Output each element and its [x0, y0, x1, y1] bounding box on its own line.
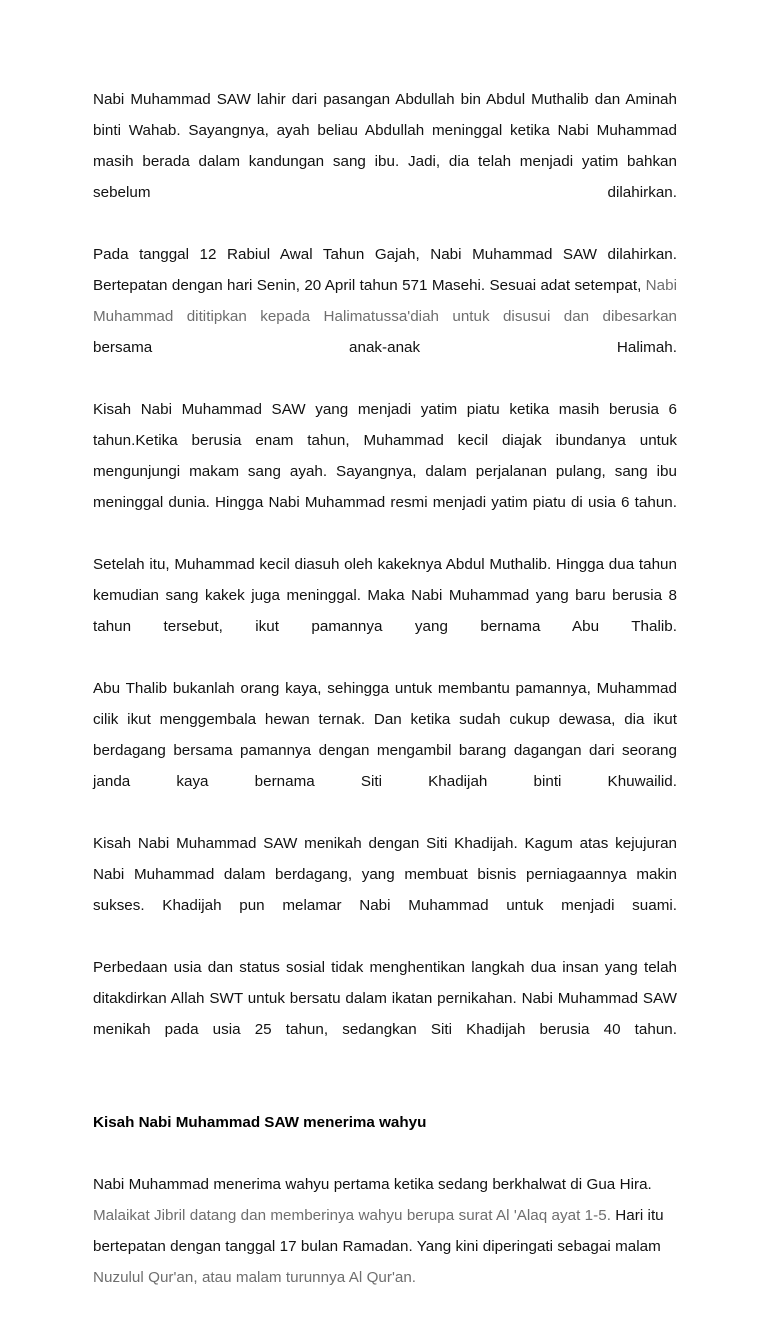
- paragraph-6: Kisah Nabi Muhammad SAW menikah dengan Siti Khadijah. Kagum atas kejujuran Nabi Muhammad dalam berdagang, yang membuat bisnis perniagaannya makin sukses. Khadijah pun melamar Nabi Muhammad untuk menjadi suami.: [93, 835, 677, 914]
- paragraph-1: Nabi Muhammad SAW lahir dari pasangan Abdullah bin Abdul Muthalib dan Aminah binti Wahab. Sayangnya, ayah beliau Abdullah meninggal ketika Nabi Muhammad masih berada dalam kandungan sang ibu. Jadi, dia telah menjadi yatim bahkan sebelum dilahirkan.: [93, 91, 677, 201]
- paragraph-8-run-1: Nabi Muhammad menerima wahyu pertama ketika sedang berkhalwat di Gua Hira.: [93, 1176, 652, 1193]
- paragraph-8-run-3: Hari itu bertepatan dengan tanggal 17 bulan Ramadan. Yang kini diperingati sebagai malam: [93, 1207, 664, 1255]
- paragraph-8: [93, 1169, 677, 1324]
- paragraph-2-run-1: Pada tanggal 12 Rabiul Awal Tahun Gajah, Nabi Muhammad SAW dilahirkan. Bertepatan dengan hari Senin, 20 April tahun 571 Masehi. Sesuai adat setempat,: [93, 246, 677, 294]
- paragraph-7: Perbedaan usia dan status sosial tidak menghentikan langkah dua insan yang telah ditakdirkan Allah SWT untuk bersatu dalam ikatan pernikahan. Nabi Muhammad SAW menikah pada usia 25 tahun, sedangkan Siti Khadijah berusia 40 tahun.: [93, 959, 677, 1038]
- paragraph-8-run-2-light: Malaikat Jibril datang dan memberinya wahyu berupa surat Al 'Alaq ayat 1-5.: [93, 1207, 616, 1224]
- paragraph-2-run-2-light: Nabi Muhammad dititipkan kepada Halimatussa'diah untuk disusui dan dibesarkan: [93, 277, 677, 325]
- paragraph-8-run-4-light: Nuzulul Qur'an, atau malam turunnya Al Qur'an.: [93, 1269, 417, 1286]
- document-text-body: [93, 84, 677, 1324]
- spacer-after-heading: [93, 1138, 677, 1169]
- paragraph-2: [93, 239, 677, 394]
- paragraph-2-run-3: bersama anak-anak Halimah.: [93, 339, 677, 356]
- spacer-before-heading: [93, 1076, 677, 1107]
- paragraph-5: Abu Thalib bukanlah orang kaya, sehingga untuk membantu pamannya, Muhammad cilik ikut menggembala hewan ternak. Dan ketika sudah cukup dewasa, dia ikut berdagang bersama pamannya dengan mengambil barang dagangan dari seorang janda kaya bernama Siti Khadijah binti Khuwailid.: [93, 680, 677, 790]
- paragraph-3: Kisah Nabi Muhammad SAW yang menjadi yatim piatu ketika masih berusia 6 tahun.Ketika berusia enam tahun, Muhammad kecil diajak ibundanya untuk mengunjungi makam sang ayah. Sayangnya, dalam perjalanan pulang, sang ibu meninggal dunia. Hingga Nabi Muhammad resmi menjadi yatim piatu di usia 6 tahun.: [93, 401, 677, 511]
- section-heading-wahyu: Kisah Nabi Muhammad SAW menerima wahyu: [93, 1114, 427, 1131]
- paragraph-4: Setelah itu, Muhammad kecil diasuh oleh kakeknya Abdul Muthalib. Hingga dua tahun kemudian sang kakek juga meninggal. Maka Nabi Muhammad yang baru berusia 8 tahun tersebut, ikut pamannya yang bernama Abu Thalib.: [93, 556, 677, 635]
